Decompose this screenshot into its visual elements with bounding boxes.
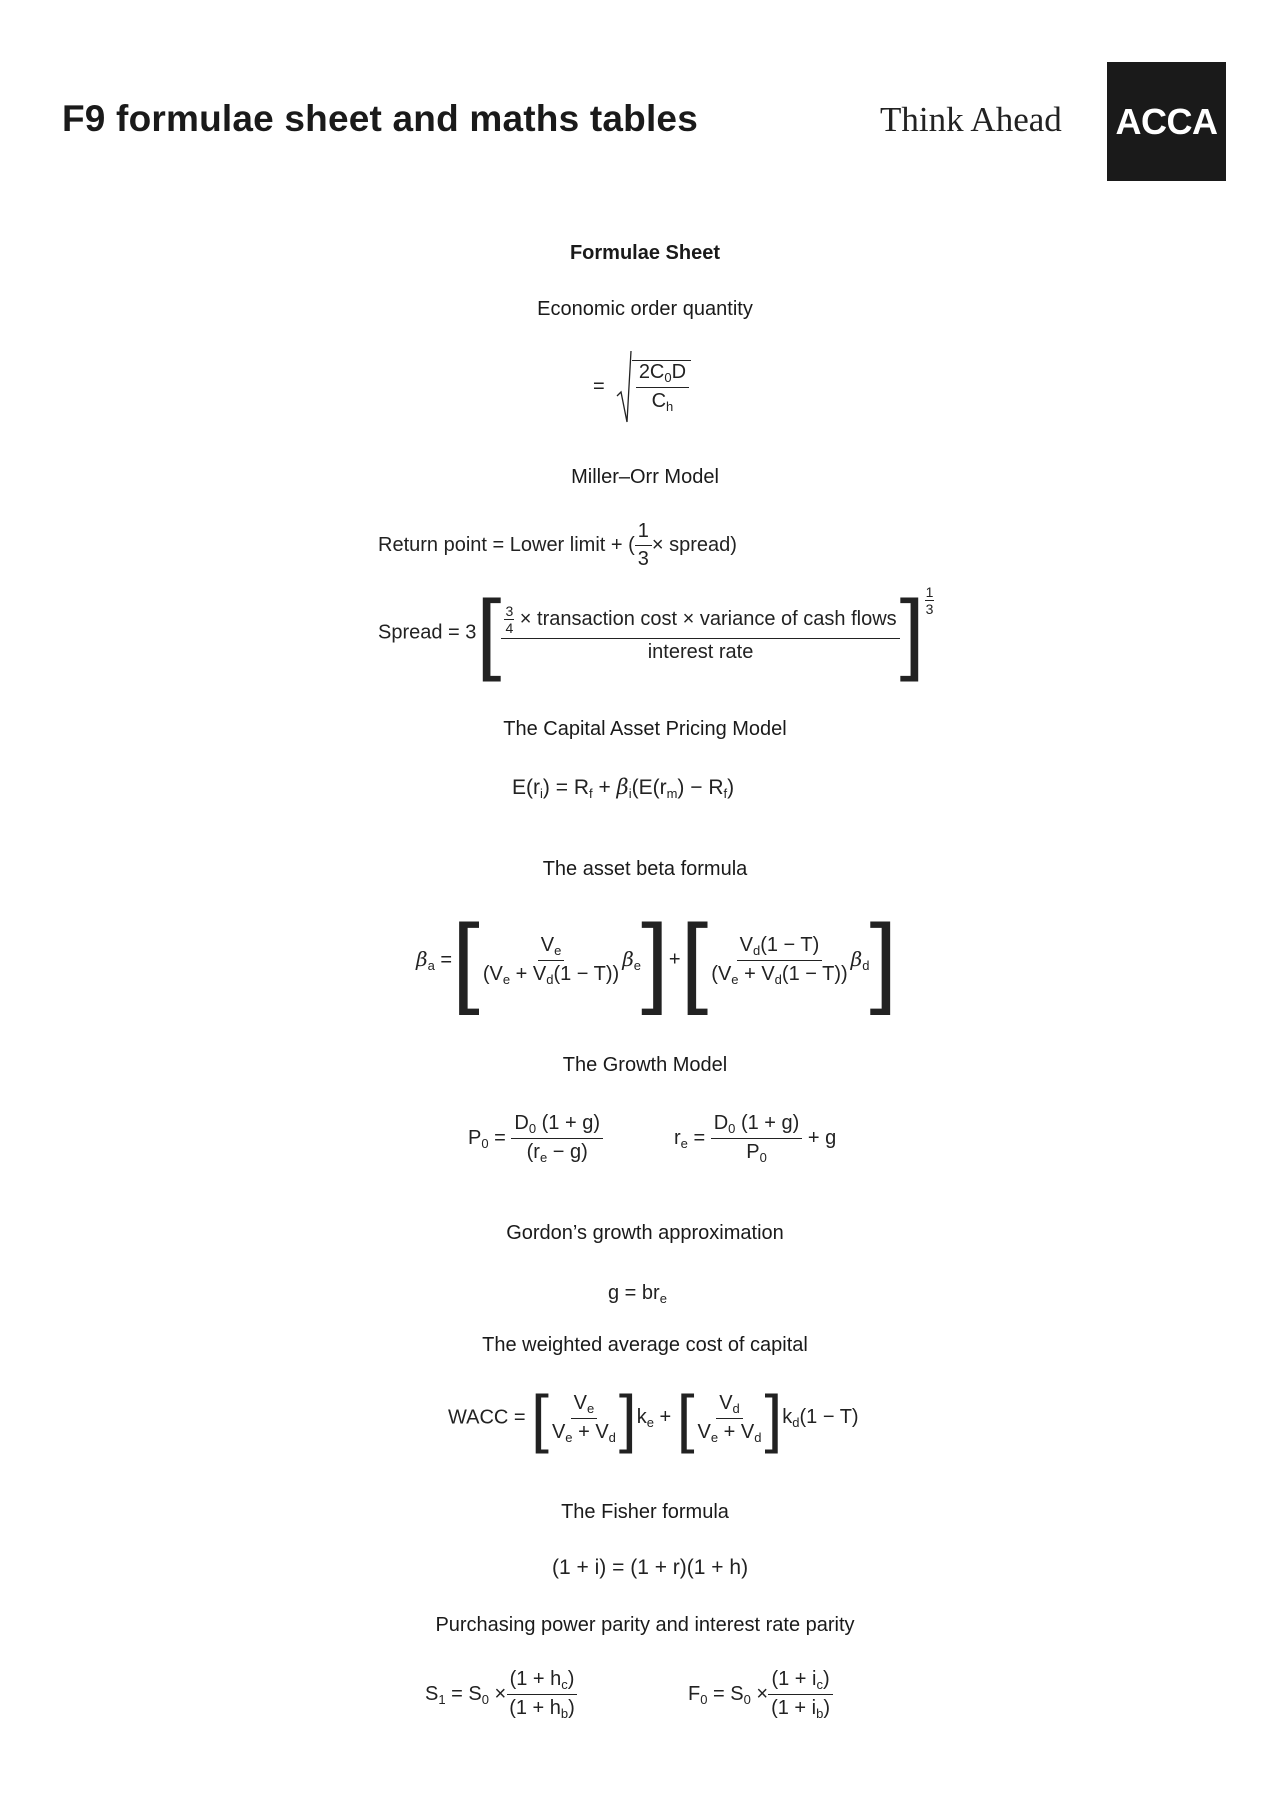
- return-point-formula: Return point = Lower limit + ( $\frac{1}{3}$ × spread): [378, 520, 737, 570]
- spread-denominator: interest rate: [647, 640, 754, 663]
- ppp-heading: Purchasing power parity and interest rate parity: [435, 1614, 855, 1636]
- gordon-heading: Gordon’s growth approximation: [506, 1222, 784, 1244]
- sheet-heading: Formulae Sheet: [569, 242, 721, 264]
- page-title: F9 formulae sheet and maths tables: [62, 98, 698, 139]
- eoq-heading: Economic order quantity: [537, 298, 753, 320]
- spread-lhs: Spread = 3: [378, 621, 477, 644]
- ppp-formula: $S_1 = S_0$ × $\frac{(1 + h_c)}{(1 + h_b)}$: [425, 1668, 578, 1721]
- square-root-icon: [616, 350, 632, 424]
- gordon-formula: $g = br_e$: [608, 1282, 667, 1306]
- acca-logo: [1107, 62, 1226, 181]
- miller-orr-heading: Miller–Orr Model: [571, 466, 719, 488]
- asset-beta-formula: $\beta_a$ =[ $\frac{V_e}{(V_e + V_d(1 - T))}$ $\beta_e]+$[ $\frac{V_d(1 - T)}{(V_e + V_d(1 - T))}$ $\beta_d$]: [416, 904, 898, 1016]
- growth-heading: The Growth Model: [562, 1054, 728, 1076]
- spread-numerator: × transaction cost × variance of cash flows: [519, 607, 897, 630]
- wacc-formula: WACC = [ $\frac{V_e}{V_e + V_d}$ ]$k_e$ + [ $\frac{V_d}{V_e + V_d}$ ]$k_d(1 - T)$: [448, 1382, 859, 1454]
- irp-formula: $F_0 = S_0$ × $\frac{(1 + i_c)}{(1 + i_b)}$: [688, 1668, 833, 1721]
- spread-formula: Spread = 3[ $\frac{3}{4}$ × transaction cost × variance of cash flows interest rate ] $\frac{1}{3}$: [378, 583, 934, 683]
- brand-tagline: Think Ahead: [880, 100, 1062, 139]
- wacc-heading: The weighted average cost of capital: [482, 1334, 808, 1356]
- fisher-heading: The Fisher formula: [561, 1501, 729, 1523]
- eoq-formula: = $\frac{2C_0D}{C_h}$: [593, 350, 691, 424]
- capm-formula: $E(r_i) = R_f + \beta_i(E(r_m) - R_f)$: [512, 775, 735, 801]
- wacc-lhs: WACC =: [448, 1406, 526, 1429]
- fisher-formula: (1 + i) = (1 + r)(1 + h): [552, 1556, 749, 1579]
- growth-cost-formula: $r_e$ = $\frac{D_0 (1 + g)}{P_0}$ + g: [674, 1112, 837, 1165]
- logo-text: ACCA: [1115, 100, 1218, 142]
- asset-beta-heading: The asset beta formula: [542, 858, 748, 880]
- return-point-lhs: Return point = Lower limit + (: [378, 534, 635, 556]
- capm-heading: The Capital Asset Pricing Model: [503, 718, 787, 740]
- growth-price-formula: $P_0$ = $\frac{D_0 (1 + g)}{(r_e - g)}$: [468, 1112, 603, 1165]
- return-point-rhs: × spread): [651, 534, 737, 556]
